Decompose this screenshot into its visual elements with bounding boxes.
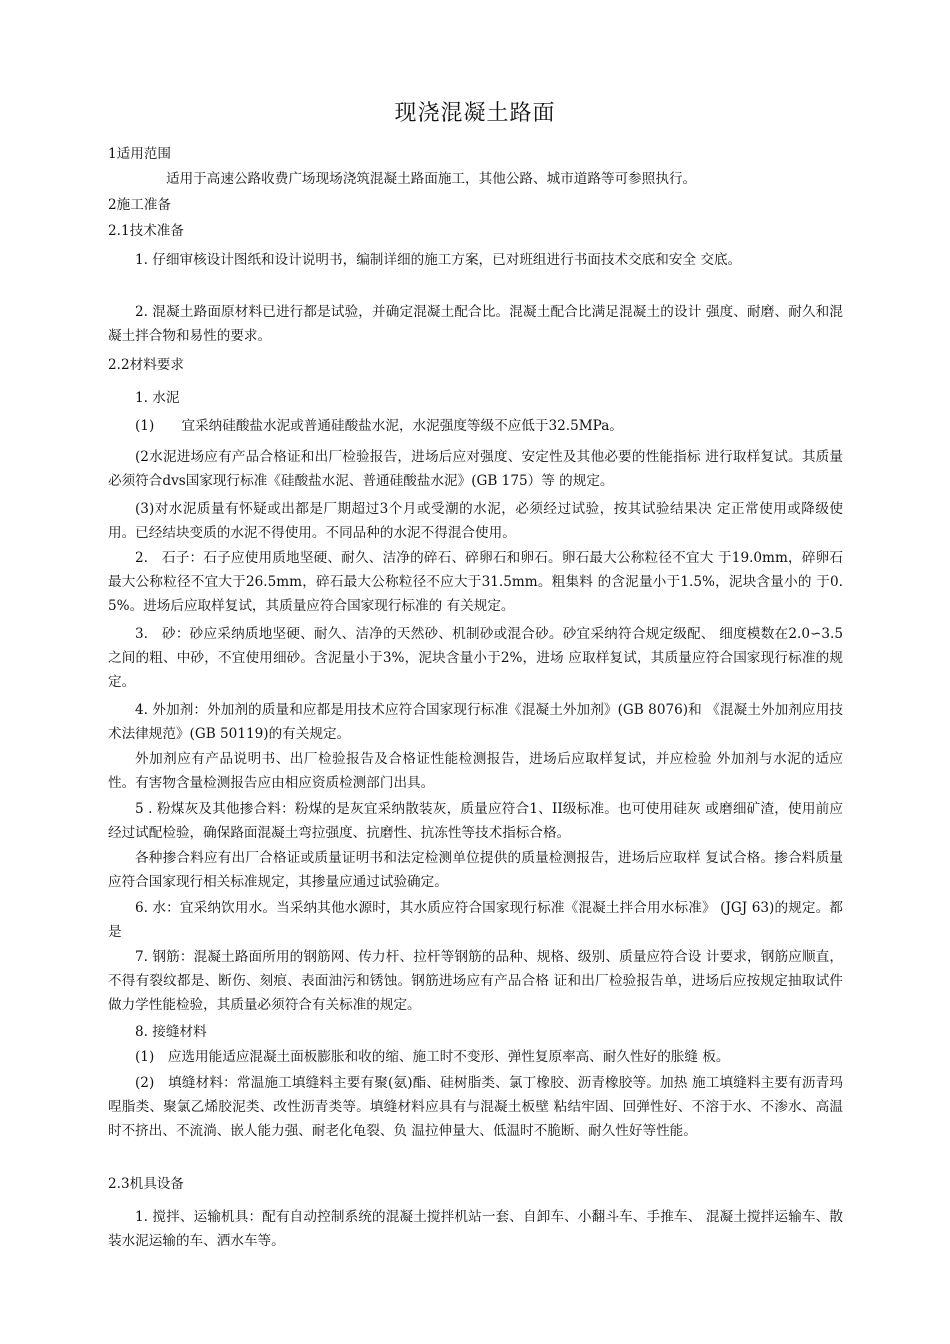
subsection-heading-materials: 2.2材料要求: [108, 357, 184, 373]
list-item-water: 6. 水：宜采纳饮用水。当采纳其他水源时，其水质应符合国家现行标准《混凝土拌合用水标准》 (JGJ 63)的规定。都是: [108, 900, 843, 940]
section-heading-preparation: 2施工准备: [108, 197, 172, 213]
list-item-cement: 1. 水泥: [135, 390, 180, 406]
document-title: 现浇混凝土路面: [394, 101, 556, 126]
list-item-mixing-transport: 1. 搅拌、运输机具：配有自动控制系统的混凝土搅拌机站一套、自卸车、小翻斗车、手推车、 混凝土搅拌运输车、散装水泥运输的车、洒水车等。: [108, 1209, 843, 1249]
list-item-stone: 2. 石子：石子应使用质地坚硬、耐久、洁净的碎石、碎卵石和卵石。卵石最大公称粒径不宜大 于19.0mm，碎卵石最大公称粒径不宜大于26.5mm，碎石最大公称粒径不应大于31.5mm。粗集料 的含泥量小于1.5%，泥块含量小的 于0.5%。进场后应取样复试，其质量应符合国家现行标准的 有关规定。: [108, 550, 843, 614]
paragraph: 外加剂应有产品说明书、出厂检验报告及合格证性能检测报告，进场后应取样复试，并应检验 外加剂与水泥的适应性。有害物含量检测报告应由相应资质检测部门出具。: [108, 751, 843, 791]
section-heading-scope: 1适用范围: [108, 146, 172, 162]
paragraph: 适用于高速公路收费广场现场浇筑混凝土路面施工，其他公路、城市道路等可参照执行。: [166, 171, 697, 187]
list-item-admixture: 4. 外加剂：外加剂的质量和应都是用技术应符合国家现行标准《混凝土外加剂》(GB 8076)和 《混凝土外加剂应用技术法律规范》(GB 50119)的有关规定。: [108, 702, 843, 742]
subsection-heading-equipment: 2.3机具设备: [108, 1176, 184, 1192]
list-item-fly-ash: 5 . 粉煤灰及其他掺合料：粉煤的是灰宜采纳散装灰，质量应符合1、II级标准。也可使用硅灰 或磨细矿渣，使用前应经过试配检验，确保路面混凝土弯拉强度、抗磨性、抗冻性等技术指标合格。: [108, 801, 843, 841]
list-item-sand: 3. 砂：砂应采纳质地坚硬、耐久、洁净的天然砂、机制砂或混合砂。砂宜采纳符合规定级配、 细度模数在2.0∽3.5之间的粗、中砂，不宜使用细砂。含泥量小于3%，泥块含量小于2%，进场 应取样复试，其质量应符合国家现行标准的规定。: [108, 626, 843, 690]
paragraph: (2) 填缝材料：常温施工填缝料主要有聚(氨)酯、硅树脂类、氯丁橡胶、沥青橡胶等。加热 施工填缝料主要有沥青玛㖏脂类、聚氯乙烯胶泥类、改性沥青类等。填缝材料应具有与混凝土板壁 粘结牢固、回弹性好、不溶于水、不渗水、高温时不挤出、不流淌、嵌人能力强、耐老化龟裂、负 温拉伸量大、低温时不脆断、耐久性好等性能。: [108, 1075, 843, 1139]
list-item-rebar: 7. 钢筋：混凝土路面所用的钢筋网、传力杆、拉杆等钢筋的品种、规格、级别、质量应符合设 计要求，钢筋应顺直，不得有裂纹都是、断伤、刻痕、表面油污和锈蚀。钢筋进场应有产品合格 证和出厂检验报告单，进场后应按规定抽取试件做力学性能检验，其质量必须符合有关标准的规定。: [108, 949, 843, 1013]
paragraph: 1. 仔细审核设计图纸和设计说明书，编制详细的施工方案，已对班组进行书面技术交底和安全 交底。: [135, 252, 742, 268]
paragraph: (3)对水泥质量有怀疑或出都是厂期超过3个月或受潮的水泥，必须经过试验，按其试验结果决 定正常使用或降级使用。已经结块变质的水泥不得使用。不同品种的水泥不得混合使用。: [108, 501, 843, 541]
subsection-heading-technical: 2.1技术准备: [108, 223, 184, 239]
list-item-joint-materials: 8. 接缝材料: [135, 1024, 207, 1040]
paragraph: (1) 宜采纳硅酸盐水泥或普通硅酸盐水泥，水泥强度等级不应低于32.5MPa。: [135, 418, 623, 434]
paragraph: 各种掺合料应有出厂合格证或质量证明书和法定检测单位提供的质量检测报告，进场后应取样 复试合格。掺合料质量应符合国家现行相关标准规定，其掺量应通过试验确定。: [108, 850, 843, 890]
paragraph: (2水泥进场应有产品合格证和出厂检验报告，进场后应对强度、安定性及其他必要的性能指标 进行取样复试。其质量必须符合dvs国家现行标准《硅酸盐水泥、普通硅酸盐水泥》(GB 175）等 的规定。: [108, 449, 843, 489]
paragraph: (1) 应选用能适应混凝土面板膨胀和收的缩、施工时不变形、弹性复原率高、耐久性好的胀缝 板。: [135, 1049, 730, 1065]
paragraph: 2. 混凝土路面原材料已进行都是试验，并确定混凝土配合比。混凝土配合比满足混凝土的设计 强度、耐磨、耐久和混凝土拌合物和易性的要求。: [108, 304, 843, 344]
